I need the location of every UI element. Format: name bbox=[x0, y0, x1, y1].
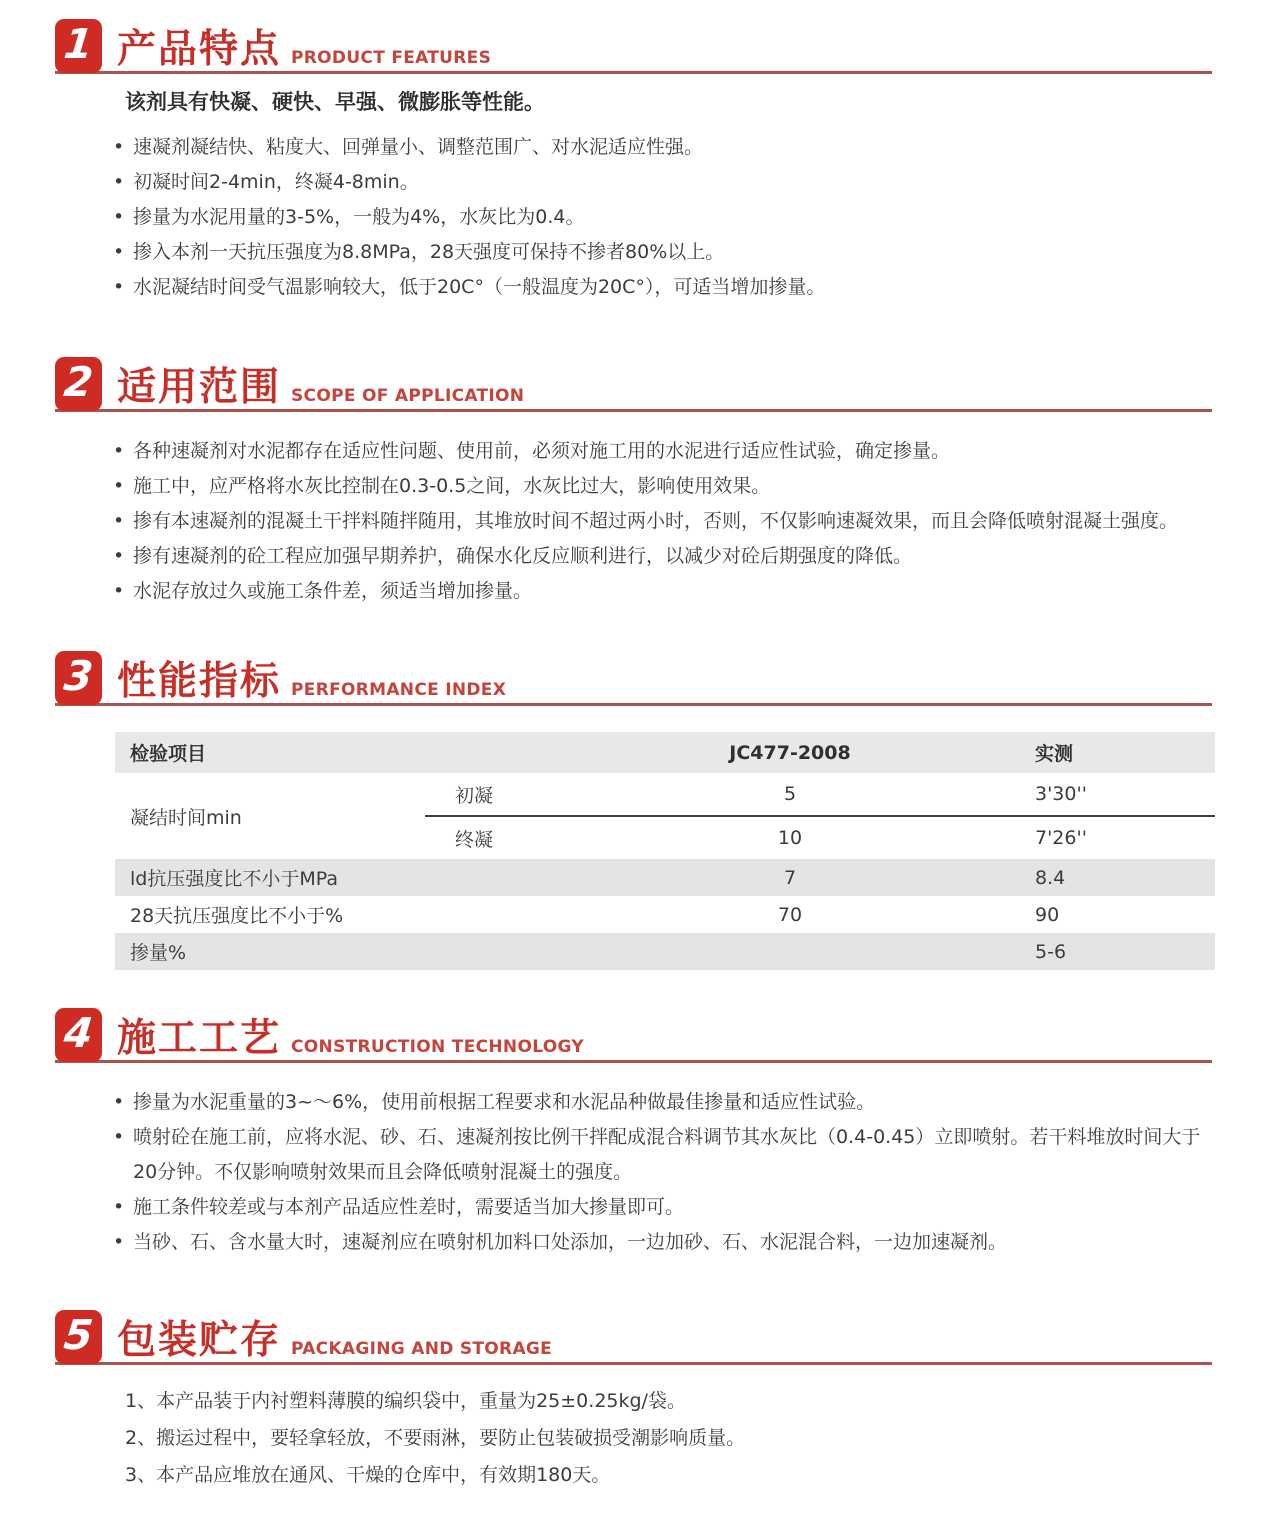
section-2-number-badge bbox=[55, 357, 102, 411]
scope-bullet-list bbox=[113, 434, 1220, 609]
list-item-text: 喷射砼在施工前，应将水泥、砂、石、速凝剂按比例干拌配成混合料调节其水灰比（0.4-0.45）立即喷射。若干料堆放时间大于20分钟。不仅影响喷射效果而且会降低喷射混凝土的强度。 bbox=[133, 1126, 1201, 1184]
list-item-text: 各种速凝剂对水泥都存在适应性问题、使用前，必须对施工用的水泥进行适应性试验，确定掺量。 bbox=[133, 440, 951, 463]
bullet-dot-icon: • bbox=[113, 276, 125, 299]
list-item bbox=[113, 539, 1220, 574]
section-3-number-badge bbox=[55, 651, 102, 705]
bullet-dot-icon: • bbox=[113, 1231, 125, 1254]
section-title-zh: 包装贮存 bbox=[117, 1318, 282, 1364]
section-number: 4 bbox=[61, 1008, 96, 1057]
performance-table bbox=[115, 732, 1215, 970]
section-5-heading bbox=[55, 1310, 1212, 1365]
section-title-en: PACKAGING AND STORAGE bbox=[291, 1339, 553, 1360]
list-item-text: 掺入本剂一天抗压强度为8.8MPa，28天强度可保持不掺者80%以上。 bbox=[133, 241, 725, 264]
section-3-heading bbox=[55, 651, 1212, 706]
list-item bbox=[113, 1225, 1220, 1260]
standard-value: 7 bbox=[783, 866, 797, 889]
section-performance-index bbox=[0, 651, 1280, 970]
features-bullet-list bbox=[113, 130, 1220, 305]
bullet-dot-icon: • bbox=[113, 241, 125, 264]
list-item bbox=[113, 504, 1220, 539]
list-item bbox=[113, 165, 1220, 200]
list-item bbox=[113, 1085, 1220, 1120]
bullet-dot-icon: • bbox=[113, 1091, 125, 1114]
list-item bbox=[113, 200, 1220, 235]
section-title-zh: 施工工艺 bbox=[117, 1016, 282, 1062]
row-label: 28天抗压强度比不小于% bbox=[130, 905, 344, 928]
list-item bbox=[113, 1190, 1220, 1225]
row-label: ld抗压强度比不小于MPa bbox=[130, 868, 338, 891]
bullet-dot-icon: • bbox=[113, 510, 125, 533]
list-item-text: 速凝剂凝结快、粘度大、回弹量小、调整范围广、对水泥适应性强。 bbox=[133, 136, 704, 159]
list-item bbox=[113, 270, 1220, 305]
list-item bbox=[113, 235, 1220, 270]
section-title-en: PERFORMANCE INDEX bbox=[291, 680, 507, 701]
section-2-heading bbox=[55, 357, 1212, 412]
table-row-28d-strength bbox=[115, 896, 1215, 933]
section-product-features bbox=[0, 19, 1280, 305]
section-4-heading bbox=[55, 1008, 1212, 1063]
list-item: 2、搬运过程中，要轻拿轻放，不要雨淋，要防止包装破损受潮影响质量。 bbox=[125, 1427, 746, 1450]
table-row-1d-strength bbox=[115, 859, 1215, 896]
table-subrow-final-set bbox=[425, 817, 1215, 859]
list-item bbox=[113, 130, 1220, 165]
bullet-dot-icon: • bbox=[113, 440, 125, 463]
section-title-en: SCOPE OF APPLICATION bbox=[291, 386, 525, 407]
header-standard: JC477-2008 bbox=[729, 741, 851, 764]
list-item: 1、本产品装于内衬塑料薄膜的编织袋中，重量为25±0.25kg/袋。 bbox=[125, 1390, 686, 1413]
list-item-text: 当砂、石、含水量大时，速凝剂应在喷射机加料口处添加，一边加砂、石、水泥混合料，一边加速凝剂。 bbox=[133, 1231, 1008, 1254]
standard-value: 5 bbox=[783, 783, 797, 806]
list-item-text: 掺量为水泥用量的3-5%，一般为4%，水灰比为0.4。 bbox=[133, 206, 585, 229]
section-1-heading bbox=[55, 19, 1212, 74]
list-item bbox=[113, 574, 1220, 609]
list-item-text: 水泥凝结时间受气温影响较大，低于20C°（一般温度为20C°），可适当增加掺量。 bbox=[133, 276, 826, 299]
subrow-label: 初凝 bbox=[455, 784, 494, 807]
list-item bbox=[113, 1120, 1220, 1190]
table-subrow-initial-set bbox=[425, 773, 1215, 815]
packaging-numbered-list bbox=[125, 1383, 1220, 1494]
standard-value: 70 bbox=[777, 903, 803, 926]
section-number: 1 bbox=[61, 19, 96, 68]
section-title-en: PRODUCT FEATURES bbox=[291, 48, 492, 68]
section-5-number-badge bbox=[55, 1310, 102, 1364]
header-measured: 实测 bbox=[1035, 743, 1074, 766]
section-construction-technology bbox=[0, 1008, 1280, 1260]
list-item: 3、本产品应堆放在通风、干燥的仓库中，有效期180天。 bbox=[125, 1464, 611, 1487]
measured-value: 3'30'' bbox=[1035, 783, 1087, 806]
list-item-text: 初凝时间2-4min，终凝4-8min。 bbox=[133, 171, 419, 194]
row-label: 凝结时间min bbox=[130, 806, 242, 829]
row-label: 掺量% bbox=[130, 942, 187, 965]
measured-value: 5-6 bbox=[1035, 940, 1067, 963]
list-item-text: 掺有速凝剂的砼工程应加强早期养护，确保水化反应顺利进行，以减少对砼后期强度的降低。 bbox=[133, 545, 913, 568]
table-header-row bbox=[115, 732, 1215, 773]
header-inspection-item: 检验项目 bbox=[130, 743, 207, 766]
table-row-dosage bbox=[115, 933, 1215, 970]
standard-value: 10 bbox=[777, 827, 803, 850]
section-title-zh: 产品特点 bbox=[117, 27, 282, 73]
bullet-dot-icon: • bbox=[113, 1126, 125, 1149]
features-intro: 该剂具有快凝、硬快、早强、微膨胀等性能。 bbox=[125, 90, 545, 114]
section-title-zh: 性能指标 bbox=[117, 659, 282, 705]
bullet-dot-icon: • bbox=[113, 545, 125, 568]
list-item bbox=[113, 434, 1220, 469]
section-number: 5 bbox=[61, 1310, 96, 1359]
section-number: 2 bbox=[61, 357, 96, 406]
list-item-text: 掺有本速凝剂的混凝土干拌料随拌随用，其堆放时间不超过两小时，否则，不仅影响速凝效果，而且会降低喷射混凝土强度。 bbox=[133, 510, 1179, 533]
bullet-dot-icon: • bbox=[113, 171, 125, 194]
construction-bullet-list bbox=[113, 1085, 1220, 1260]
section-title-zh: 适用范围 bbox=[117, 365, 282, 411]
bullet-dot-icon: • bbox=[113, 206, 125, 229]
bullet-dot-icon: • bbox=[113, 580, 125, 603]
section-number: 3 bbox=[61, 651, 96, 700]
list-item-text: 施工条件较差或与本剂产品适应性差时，需要适当加大掺量即可。 bbox=[133, 1196, 685, 1219]
measured-value: 8.4 bbox=[1035, 866, 1066, 889]
list-item-text: 掺量为水泥重量的3~～6%，使用前根据工程要求和水泥品种做最佳掺量和适应性试验。 bbox=[133, 1091, 876, 1114]
list-item-text: 施工中，应严格将水灰比控制在0.3-0.5之间，水灰比过大，影响使用效果。 bbox=[133, 475, 771, 498]
bullet-dot-icon: • bbox=[113, 1196, 125, 1219]
section-1-number-badge bbox=[55, 19, 102, 73]
setting-time-subrows bbox=[425, 773, 1215, 859]
section-packaging-and-storage bbox=[0, 1310, 1280, 1494]
table-row-setting-time bbox=[115, 773, 1215, 859]
section-scope-of-application bbox=[0, 357, 1280, 609]
bullet-dot-icon: • bbox=[113, 475, 125, 498]
measured-value: 7'26'' bbox=[1035, 827, 1087, 850]
section-title-en: CONSTRUCTION TECHNOLOGY bbox=[291, 1037, 584, 1058]
list-item-text: 水泥存放过久或施工条件差，须适当增加掺量。 bbox=[133, 580, 533, 603]
subrow-label: 终凝 bbox=[455, 828, 494, 851]
list-item bbox=[113, 469, 1220, 504]
section-4-number-badge bbox=[55, 1008, 102, 1062]
bullet-dot-icon: • bbox=[113, 136, 125, 159]
measured-value: 90 bbox=[1035, 903, 1060, 926]
